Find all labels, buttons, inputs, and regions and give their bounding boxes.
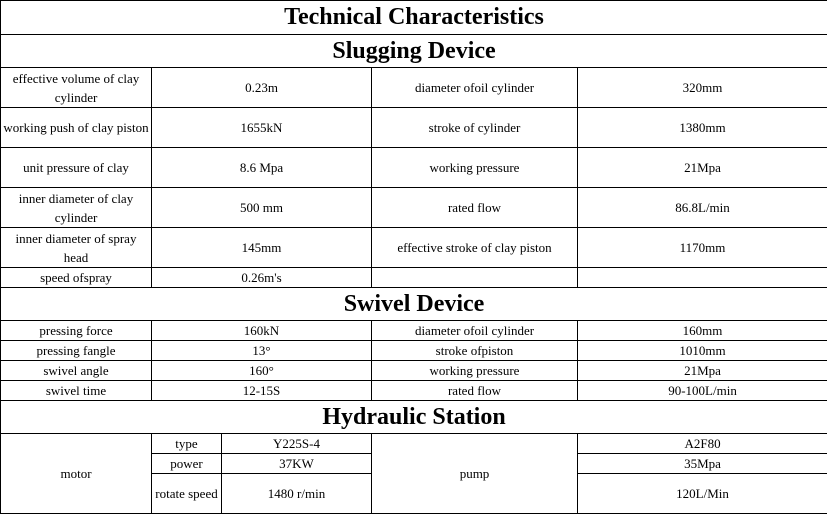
table-row [1,361,827,381]
param-label: diameter ofoil cylinder [372,321,578,341]
motor-param-value: 37KW [222,454,372,474]
pump-label: pump [372,434,578,514]
section-heading-hydraulic: Hydraulic Station [1,401,827,434]
motor-param-label: rotate speed [152,474,222,514]
param-value: 0.26m's [152,268,372,288]
param-value: 8.6 Mpa [152,148,372,188]
param-value: 160kN [152,321,372,341]
pump-value: 35Mpa [578,454,827,474]
param-label: effective stroke of clay piston [372,228,578,268]
section-heading-swivel: Swivel Device [1,288,827,321]
param-value: 21Mpa [578,148,827,188]
table-row [1,228,827,268]
table-title: Technical Characteristics [1,1,827,35]
param-label: unit pressure of clay [1,148,152,188]
motor-param-label: power [152,454,222,474]
param-value: 500 mm [152,188,372,228]
motor-param-value: 1480 r/min [222,474,372,514]
param-label: working pressure [372,148,578,188]
param-label: inner diameter of spray head [1,228,152,268]
param-value: 13° [152,341,372,361]
param-value: 320mm [578,68,827,108]
param-value: 21Mpa [578,361,827,381]
param-value: 1170mm [578,228,827,268]
param-label: speed ofspray [1,268,152,288]
param-value: 0.23m [152,68,372,108]
param-value: 145mm [152,228,372,268]
param-value: 1010mm [578,341,827,361]
param-label: effective volume of clay cylinder [1,68,152,108]
section-heading-slugging: Slugging Device [1,35,827,68]
table-row [1,108,827,148]
param-label: swivel angle [1,361,152,381]
table-row [1,148,827,188]
param-value: 1380mm [578,108,827,148]
param-label: pressing fangle [1,341,152,361]
param-label: inner diameter of clay cylinder [1,188,152,228]
param-value: 90-100L/min [578,381,827,401]
param-label: stroke ofpiston [372,341,578,361]
table-row [1,341,827,361]
param-label: stroke of cylinder [372,108,578,148]
table-row [1,188,827,228]
param-label: working push of clay piston [1,108,152,148]
param-label: pressing force [1,321,152,341]
param-value: 12-15S [152,381,372,401]
param-value [578,268,827,288]
param-label [372,268,578,288]
table-row [1,268,827,288]
param-label: diameter ofoil cylinder [372,68,578,108]
pump-value: 120L/Min [578,474,827,514]
motor-param-value: Y225S-4 [222,434,372,454]
table-row [1,434,827,454]
table-row [1,381,827,401]
motor-label: motor [1,434,152,514]
table-row [1,321,827,341]
param-label: rated flow [372,381,578,401]
param-value: 160° [152,361,372,381]
motor-param-label: type [152,434,222,454]
pump-value: A2F80 [578,434,827,454]
param-label: working pressure [372,361,578,381]
param-value: 160mm [578,321,827,341]
table-row [1,68,827,108]
param-label: rated flow [372,188,578,228]
param-value: 1655kN [152,108,372,148]
param-label: swivel time [1,381,152,401]
param-value: 86.8L/min [578,188,827,228]
